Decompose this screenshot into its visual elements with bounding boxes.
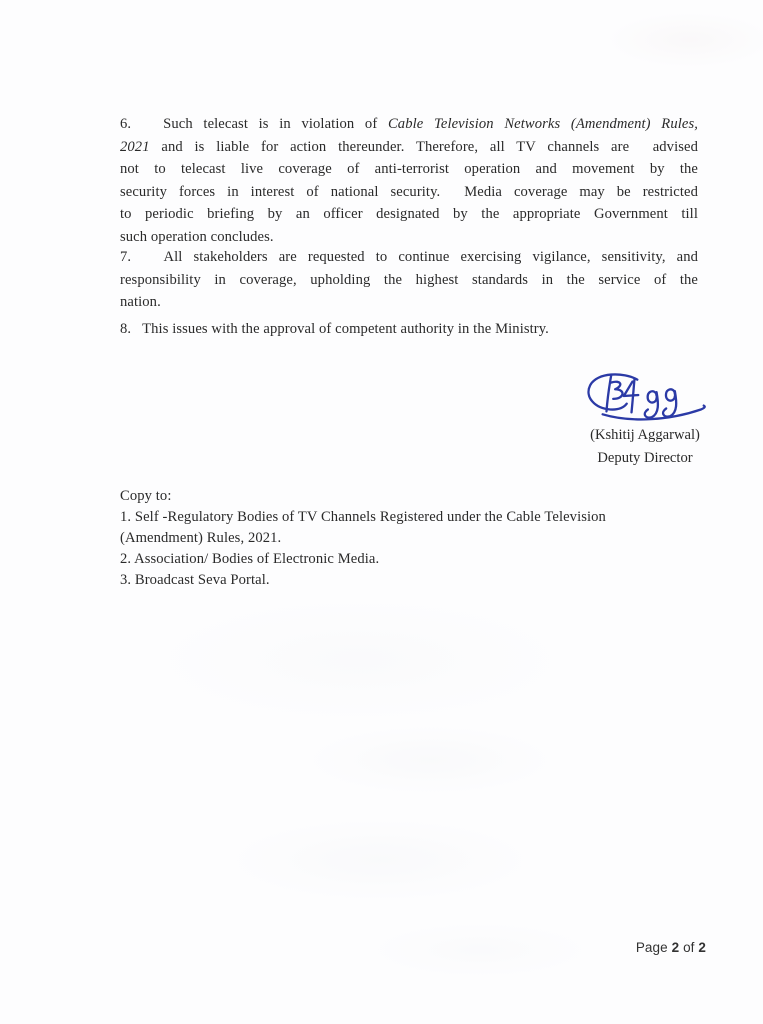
text-run: Cable Television Networks (Amendment) Rules, bbox=[387, 116, 698, 132]
paragraph-7 bbox=[120, 246, 698, 314]
text-run: and is liable for action thereunder. Therefore, all TV channels are advised bbox=[149, 138, 698, 155]
signatory-title: Deputy Director bbox=[597, 449, 693, 466]
text-line bbox=[120, 113, 698, 136]
text-line bbox=[120, 269, 698, 292]
text-line bbox=[120, 246, 698, 269]
text-line bbox=[120, 570, 606, 591]
text-line bbox=[120, 507, 606, 528]
text-line bbox=[120, 549, 606, 570]
text-run: 6. Such telecast is in violation of bbox=[120, 116, 388, 132]
text-run: 3. Broadcast Seva Portal. bbox=[120, 572, 270, 588]
text-run: to periodic briefing by an officer designated by the appropriate Government till bbox=[120, 206, 698, 222]
text-line bbox=[120, 136, 698, 159]
text-run: nation. bbox=[120, 294, 161, 310]
text-line bbox=[120, 181, 698, 204]
text-run: Page bbox=[635, 940, 672, 955]
text-run: such operation concludes. bbox=[120, 228, 274, 245]
signature-block bbox=[545, 370, 745, 469]
copy-to-list bbox=[120, 486, 606, 591]
signatory-name: (Kshitij Aggarwal) bbox=[590, 427, 700, 443]
paragraph-8 bbox=[120, 318, 698, 341]
text-run: 1. Self -Regulatory Bodies of TV Channels Registered under the Cable Television bbox=[120, 509, 606, 525]
text-run: responsibility in coverage, upholding the highest standards in the service of the bbox=[120, 271, 698, 288]
text-line bbox=[120, 226, 698, 249]
text-line bbox=[120, 486, 606, 507]
page-number bbox=[636, 940, 706, 955]
paragraph-6 bbox=[120, 113, 698, 248]
text-line bbox=[120, 291, 698, 314]
text-line bbox=[120, 158, 698, 181]
text-line bbox=[120, 203, 698, 226]
text-run: not to telecast live coverage of anti-terrorist operation and movement by the bbox=[120, 161, 698, 177]
text-run: Copy to: bbox=[120, 488, 172, 504]
text-run: security forces in interest of national security. Media coverage may be restricted bbox=[120, 183, 698, 200]
signature-ink bbox=[579, 370, 711, 422]
text-line bbox=[120, 528, 606, 549]
text-run: of bbox=[679, 940, 699, 955]
text-run: (Amendment) Rules, 2021. bbox=[120, 530, 282, 546]
text-line bbox=[120, 318, 698, 341]
text-run: 2 bbox=[698, 940, 706, 955]
text-run: 7. All stakeholders are requested to continue exercising vigilance, sensitivity, and bbox=[120, 249, 698, 265]
text-run: 2. Association/ Bodies of Electronic Media. bbox=[120, 551, 380, 567]
text-run: 2021 bbox=[120, 138, 150, 155]
text-run: 2 bbox=[671, 940, 680, 955]
text-run: 8. This issues with the approval of competent authority in the Ministry. bbox=[120, 321, 549, 337]
